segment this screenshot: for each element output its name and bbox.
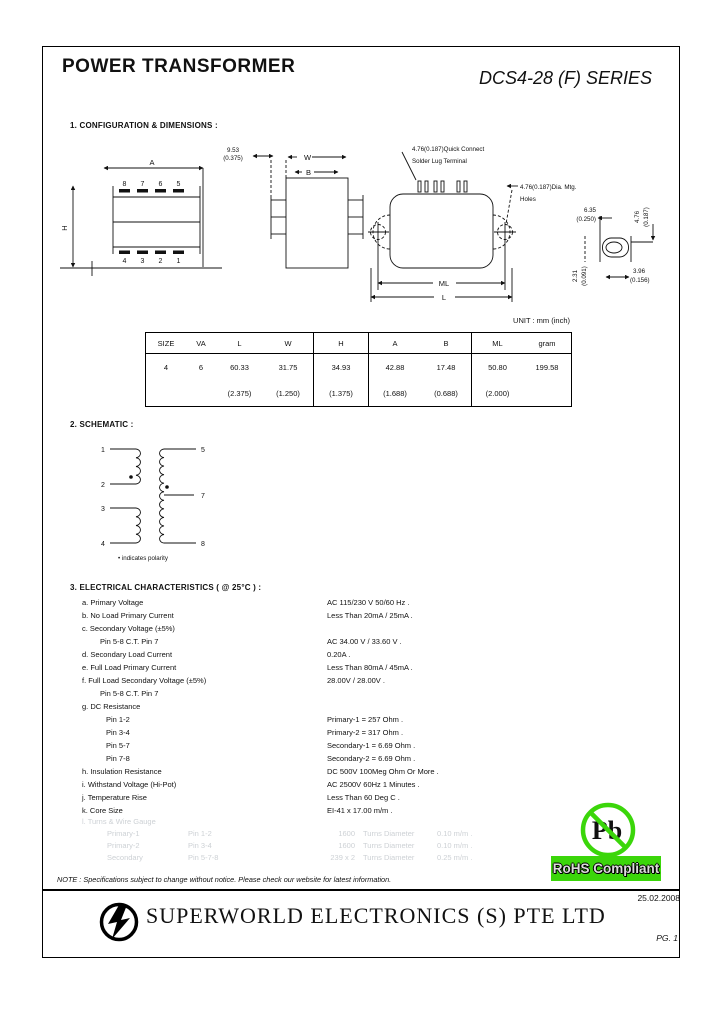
document-date: 25.02.2008 (637, 893, 680, 903)
elec-label: Pin 3-4 (106, 728, 130, 737)
elec-row-e (0, 663, 720, 676)
dim-6.35-mm: 6.35 (583, 207, 596, 214)
table-cell-h-mm: 34.93 (313, 354, 368, 380)
front-view-drawing (60, 158, 222, 276)
elec-value: AC 34.00 V / 33.60 V . (327, 637, 402, 646)
table-cell-va-mm: 6 (198, 362, 204, 372)
table-cell-a-mm: 42.88 (368, 354, 421, 380)
winding-turns: 1600 (338, 829, 355, 838)
pin-label-1: 1 (176, 258, 181, 265)
dim-3.96-mm: 3.96 (633, 268, 646, 275)
elec-value: AC 2500V 60Hz 1 Minutes . (327, 780, 420, 789)
page-number: PG. 1 (656, 933, 678, 943)
table-cell-w-in: (1.250) (276, 388, 300, 398)
table-header-b: B (421, 333, 471, 354)
dim-9.53-inch: (0.375) (223, 155, 243, 162)
dimension-drawings (55, 138, 680, 313)
pin-label-3: 3 (140, 258, 145, 265)
elec-label: j. Temperature Rise (82, 793, 147, 802)
elec-value: Primary-2 = 317 Ohm . (327, 728, 404, 737)
winding-name: Primary-1 (107, 829, 140, 838)
table-cell-va-in (186, 380, 216, 406)
pin-label-7: 7 (140, 181, 145, 188)
winding-diameter: 0.10 m/m . (437, 829, 473, 838)
polarity-note: • indicates polarity (118, 555, 168, 562)
elec-label: Pin 5-8 C.T. Pin 7 (100, 689, 159, 698)
polarity-dot-primary (129, 475, 133, 479)
elec-label: d. Secondary Load Current (82, 650, 173, 659)
section1-heading: 1. CONFIGURATION & DIMENSIONS : (70, 121, 218, 130)
table-cell-size-in (146, 380, 186, 406)
elec-row-a (0, 598, 720, 611)
elec-value: AC 115/230 V 50/60 Hz . (327, 598, 410, 607)
dim-ml-label: ML (438, 279, 450, 288)
elec-label: Pin 5-7 (106, 741, 130, 750)
table-header-va: VA (186, 333, 216, 354)
document-title: POWER TRANSFORMER (62, 56, 296, 77)
dim-6.35-inch: (0.250) (576, 216, 596, 223)
schematic-pin-3: 3 (101, 506, 105, 513)
rohs-label: RoHS Compliant (552, 861, 660, 876)
winding-turns: 239 x 2 (330, 853, 355, 862)
terminal-detail-drawing (572, 207, 653, 286)
lug-annotation-line1: 4.76(0.187)Quick Connect (412, 146, 485, 153)
winding-name: Primary-2 (107, 841, 140, 850)
elec-row-pin78 (0, 754, 720, 767)
schematic-pin-2: 2 (101, 482, 105, 489)
lug-annotation-line2: Solder Lug Terminal (412, 158, 467, 165)
elec-label: Pin 1-2 (106, 715, 130, 724)
elec-value: Less Than 60 Deg C . (327, 793, 400, 802)
table-header-w: W (263, 333, 313, 354)
elec-label: f. Full Load Secondary Voltage (±5%) (82, 676, 207, 685)
pin-label-6: 6 (158, 181, 163, 188)
top-view-drawing (368, 146, 577, 302)
table-header-a: A (368, 333, 421, 354)
primary-coil-1 (136, 449, 140, 484)
dim-a-label: A (149, 158, 155, 167)
elec-label: Pin 5-8 C.T. Pin 7 (100, 637, 159, 646)
dim-4.76-inch: (0.187) (643, 207, 650, 227)
elec-value: 28.00V / 28.00V . (327, 676, 385, 685)
company-name: SUPERWORLD ELECTRONICS (S) PTE LTD (146, 903, 606, 928)
table-header-gram: gram (523, 333, 571, 354)
unit-label: UNIT : mm (inch) (513, 316, 570, 325)
elec-label: b. No Load Primary Current (82, 611, 174, 620)
elec-row-f-pins (0, 689, 720, 702)
superworld-logo (98, 901, 140, 943)
winding-pins: Pin 1-2 (188, 829, 212, 838)
pin-label-2: 2 (158, 258, 163, 265)
elec-value: Less Than 80mA / 45mA . (327, 663, 413, 672)
winding-unit: Turns Diameter (363, 841, 415, 850)
footer-divider (42, 889, 679, 891)
turns-section-label: l. Turns & Wire Gauge (82, 817, 156, 826)
elec-row-g (0, 702, 720, 715)
elec-value: DC 500V 100Meg Ohm Or More . (327, 767, 439, 776)
side-view-drawing (223, 147, 363, 268)
dim-w-label: W (304, 153, 312, 162)
dimensions-table (145, 332, 572, 407)
section3-heading: 3. ELECTRICAL CHARACTERISTICS ( @ 25°C ) : (70, 583, 262, 592)
dim-9.53-mm: 9.53 (226, 147, 240, 154)
table-cell-a-in: (1.688) (368, 380, 421, 406)
elec-value: Less Than 20mA / 25mA . (327, 611, 413, 620)
elec-row-b (0, 611, 720, 624)
schematic-pin-8: 8 (201, 541, 205, 548)
elec-label: h. Insulation Resistance (82, 767, 162, 776)
elec-value: 0.20A . (327, 650, 351, 659)
elec-label: a. Primary Voltage (82, 598, 144, 607)
pb-label: Pb (591, 816, 623, 845)
dim-2.31-mm: 2.31 (572, 269, 579, 283)
dim-h-label: H (60, 225, 69, 231)
winding-diameter: 0.10 m/m . (437, 841, 473, 850)
table-cell-b-in: (0.688) (434, 388, 458, 398)
schematic-pin-4: 4 (101, 541, 105, 548)
section2-heading: 2. SCHEMATIC : (70, 420, 134, 429)
pin-label-8: 8 (122, 181, 127, 188)
dim-b-label: B (306, 168, 312, 177)
elec-row-c-pins (0, 637, 720, 650)
table-cell-gram-in (523, 380, 571, 406)
polarity-dot-secondary (165, 485, 169, 489)
elec-row-pin12 (0, 715, 720, 728)
elec-label: k. Core Size (82, 806, 123, 815)
elec-value: Secondary-2 = 6.69 Ohm . (327, 754, 416, 763)
pin-label-4: 4 (122, 258, 127, 265)
table-header-h: H (313, 333, 368, 354)
rohs-compliant-badge (551, 856, 661, 881)
winding-diameter: 0.25 m/m . (437, 853, 473, 862)
table-cell-l-in: (2.375) (227, 388, 252, 398)
table-cell-ml-in: (2.000) (471, 380, 523, 406)
secondary-coil (160, 449, 164, 543)
winding-unit: Turns Diameter (363, 829, 415, 838)
mtg-hole-annotation-line1: 4.76(0.187)Dia. Mtg. (520, 184, 577, 191)
dim-3.96-inch: (0.156) (630, 277, 650, 284)
elec-row-i (0, 780, 720, 793)
elec-row-c (0, 624, 720, 637)
elec-label: i. Withstand Voltage (Hi-Pot) (82, 780, 177, 789)
table-header-size: SIZE (146, 333, 186, 354)
elec-row-h (0, 767, 720, 780)
schematic-drawing (95, 438, 295, 568)
winding-unit: Turns Diameter (363, 853, 415, 862)
winding-turns: 1600 (338, 841, 355, 850)
table-cell-gram: 199.58 (535, 362, 559, 372)
pin-label-5: 5 (176, 181, 181, 188)
winding-pins: Pin 3-4 (188, 841, 212, 850)
footer-note: NOTE : Specifications subject to change without notice. Please check our website for latest information. (57, 875, 392, 884)
elec-value: Secondary-1 = 6.69 Ohm . (327, 741, 416, 750)
table-header-l: L (216, 333, 263, 354)
dim-l-label: L (441, 293, 447, 302)
elec-label: Pin 7-8 (106, 754, 130, 763)
series-title: DCS4-28 (F) SERIES (478, 68, 652, 88)
pb-free-icon (578, 800, 638, 860)
elec-row-pin34 (0, 728, 720, 741)
table-cell-h-in: (1.375) (313, 380, 368, 406)
elec-label: g. DC Resistance (82, 702, 141, 711)
elec-row-f (0, 676, 720, 689)
elec-label: e. Full Load Primary Current (82, 663, 177, 672)
table-cell-b-mm: 17.48 (436, 362, 456, 372)
elec-label: c. Secondary Voltage (±5%) (82, 624, 175, 633)
elec-value: Primary-1 = 257 Ohm . (327, 715, 404, 724)
dim-4.76-mm: 4.76 (634, 210, 641, 224)
winding-name: Secondary (107, 853, 143, 862)
mtg-hole-annotation-line2: Holes (520, 196, 536, 203)
schematic-pin-1: 1 (101, 447, 105, 454)
winding-pins: Pin 5-7-8 (188, 853, 219, 862)
schematic-pin-7: 7 (201, 493, 205, 500)
elec-row-pin57 (0, 741, 720, 754)
schematic-pin-5: 5 (201, 447, 205, 454)
primary-coil-2 (136, 508, 140, 543)
elec-row-d (0, 650, 720, 663)
table-cell-size-mm: 4 (163, 362, 169, 372)
table-header-ml: ML (471, 333, 523, 354)
table-cell-w-mm: 31.75 (278, 362, 298, 372)
dim-2.31-inch: (0.091) (581, 266, 588, 286)
table-cell-l-mm: 60.33 (230, 362, 249, 372)
elec-value: EI-41 x 17.00 m/m . (327, 806, 393, 815)
table-cell-ml-mm: 50.80 (471, 354, 523, 380)
